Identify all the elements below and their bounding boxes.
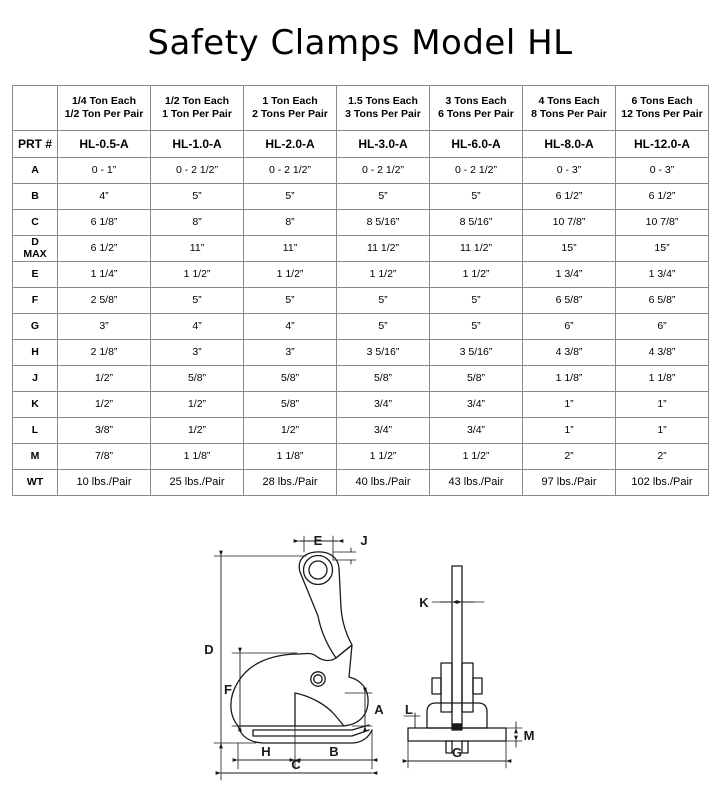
cell: 3 5/16” bbox=[430, 340, 523, 366]
cell: 10 7/8” bbox=[616, 210, 709, 236]
row-label-line1: WT bbox=[26, 475, 44, 488]
cell: 3” bbox=[58, 314, 151, 340]
cell: 0 - 2 1/2” bbox=[244, 158, 337, 184]
cell: 28 lbs./Pair bbox=[244, 470, 337, 496]
table-row bbox=[13, 262, 709, 288]
cell: 2” bbox=[523, 444, 616, 470]
table-row-part-number bbox=[13, 131, 709, 158]
table-row bbox=[13, 158, 709, 184]
cell: 40 lbs./Pair bbox=[337, 470, 430, 496]
cell: 43 lbs./Pair bbox=[430, 470, 523, 496]
callout-label-c: C bbox=[291, 757, 301, 772]
cell: 5” bbox=[430, 288, 523, 314]
capacity-header-6 bbox=[616, 86, 709, 131]
callout-label-j: J bbox=[360, 533, 368, 548]
cell: 15” bbox=[616, 236, 709, 262]
cell: 2 5/8” bbox=[58, 288, 151, 314]
row-label-line1: G bbox=[30, 319, 40, 332]
capacity-header-1 bbox=[151, 86, 244, 131]
cell: 1/2” bbox=[58, 392, 151, 418]
cell: 2 1/8” bbox=[58, 340, 151, 366]
cell: 10 lbs./Pair bbox=[58, 470, 151, 496]
cell: 25 lbs./Pair bbox=[151, 470, 244, 496]
capacity-pair-5: 8 Tons Per Pair bbox=[531, 108, 607, 121]
row-label-line2: MAX bbox=[23, 247, 47, 260]
row-label-line1: D bbox=[31, 236, 39, 249]
cell: 1/2” bbox=[244, 418, 337, 444]
cell: 4” bbox=[151, 314, 244, 340]
cell: 0 - 3” bbox=[616, 158, 709, 184]
capacity-pair-4: 6 Tons Per Pair bbox=[438, 108, 514, 121]
cell: 3/4” bbox=[337, 392, 430, 418]
capacity-pair-6: 12 Tons Per Pair bbox=[621, 108, 703, 121]
capacity-each-1: 1/2 Ton Each bbox=[165, 94, 229, 107]
row-label bbox=[13, 444, 58, 470]
cell: 10 7/8” bbox=[523, 210, 616, 236]
cell: 5/8” bbox=[151, 366, 244, 392]
cell: 0 - 2 1/2” bbox=[430, 158, 523, 184]
capacity-header-3 bbox=[337, 86, 430, 131]
table-header bbox=[13, 86, 709, 131]
cell: 8” bbox=[244, 210, 337, 236]
cell: 8 5/16” bbox=[430, 210, 523, 236]
cell: 7/8” bbox=[58, 444, 151, 470]
capacity-each-6: 6 Tons Each bbox=[631, 94, 693, 107]
cell: 3/4” bbox=[430, 392, 523, 418]
cell: 3/8” bbox=[58, 418, 151, 444]
page-title: Safety Clamps Model HL bbox=[147, 23, 573, 63]
cell: 5/8” bbox=[337, 366, 430, 392]
table-body bbox=[13, 131, 709, 496]
cell: 5” bbox=[430, 314, 523, 340]
table-corner-cell bbox=[13, 86, 58, 131]
row-label bbox=[13, 210, 58, 236]
cell: 15” bbox=[523, 236, 616, 262]
cell: 6” bbox=[616, 314, 709, 340]
cell: 5” bbox=[244, 288, 337, 314]
cell: 5/8” bbox=[244, 392, 337, 418]
row-label-line1: K bbox=[31, 397, 39, 410]
cell: 8 5/16” bbox=[337, 210, 430, 236]
callout-label-a: A bbox=[374, 702, 384, 717]
table-row bbox=[13, 236, 709, 262]
cell: 5” bbox=[151, 184, 244, 210]
cell: 1 1/2” bbox=[151, 262, 244, 288]
row-label bbox=[13, 366, 58, 392]
cell: 1/2” bbox=[58, 366, 151, 392]
row-label bbox=[13, 314, 58, 340]
cell: 1 1/8” bbox=[151, 444, 244, 470]
cell: 5” bbox=[430, 184, 523, 210]
cell: 6 1/2” bbox=[523, 184, 616, 210]
capacity-header-4 bbox=[430, 86, 523, 131]
callout-label-f: F bbox=[224, 682, 232, 697]
specifications-table bbox=[12, 85, 709, 496]
capacity-header-5 bbox=[523, 86, 616, 131]
row-label-prt: PRT # bbox=[13, 131, 58, 158]
capacity-each-2: 1 Ton Each bbox=[262, 94, 318, 107]
cell: 1 1/8” bbox=[616, 366, 709, 392]
row-label bbox=[13, 158, 58, 184]
cell: 11 1/2” bbox=[337, 236, 430, 262]
cell: 5” bbox=[337, 184, 430, 210]
row-label bbox=[13, 392, 58, 418]
cell: 1 1/2” bbox=[430, 444, 523, 470]
part-number-3: HL-3.0-A bbox=[337, 131, 430, 158]
callout-label-b: B bbox=[329, 744, 339, 759]
row-label bbox=[13, 288, 58, 314]
part-number-2: HL-2.0-A bbox=[244, 131, 337, 158]
capacity-each-4: 3 Tons Each bbox=[445, 94, 507, 107]
callout-label-k: K bbox=[419, 595, 429, 610]
callout-label-e: E bbox=[313, 533, 323, 548]
cell: 5/8” bbox=[430, 366, 523, 392]
part-number-6: HL-12.0-A bbox=[616, 131, 709, 158]
table-row-weight bbox=[13, 470, 709, 496]
row-label-line1: A bbox=[31, 163, 39, 176]
cell: 0 - 3” bbox=[523, 158, 616, 184]
capacity-pair-1: 1 Ton Per Pair bbox=[162, 108, 232, 121]
cell: 1” bbox=[523, 418, 616, 444]
cell: 0 - 2 1/2” bbox=[337, 158, 430, 184]
cell: 6 5/8” bbox=[523, 288, 616, 314]
row-label-line1: E bbox=[31, 267, 39, 280]
cell: 1 3/4” bbox=[616, 262, 709, 288]
callout-label-g: G bbox=[451, 745, 463, 760]
cell: 1/2” bbox=[151, 418, 244, 444]
cell: 5” bbox=[151, 288, 244, 314]
cell: 1 1/2” bbox=[337, 262, 430, 288]
cell: 11” bbox=[244, 236, 337, 262]
part-number-4: HL-6.0-A bbox=[430, 131, 523, 158]
capacity-header-0 bbox=[58, 86, 151, 131]
row-label-line1: M bbox=[30, 449, 40, 462]
row-label-line1: J bbox=[32, 371, 38, 384]
capacity-header-2 bbox=[244, 86, 337, 131]
technical-drawing bbox=[0, 512, 720, 792]
cell: 1” bbox=[523, 392, 616, 418]
table-row bbox=[13, 210, 709, 236]
cell: 8” bbox=[151, 210, 244, 236]
row-label-line1: C bbox=[31, 215, 39, 228]
cell: 1 1/4” bbox=[58, 262, 151, 288]
table-row bbox=[13, 366, 709, 392]
cell: 6 1/2” bbox=[58, 236, 151, 262]
cell: 4 3/8” bbox=[616, 340, 709, 366]
cell: 11 1/2” bbox=[430, 236, 523, 262]
cell: 2” bbox=[616, 444, 709, 470]
cell: 102 lbs./Pair bbox=[616, 470, 709, 496]
part-number-5: HL-8.0-A bbox=[523, 131, 616, 158]
cell: 6 5/8” bbox=[616, 288, 709, 314]
row-label-line1: L bbox=[31, 423, 39, 436]
capacity-each-5: 4 Tons Each bbox=[538, 94, 600, 107]
callout-label-h: H bbox=[261, 744, 271, 759]
cell: 4” bbox=[58, 184, 151, 210]
capacity-pair-0: 1/2 Ton Per Pair bbox=[64, 108, 144, 121]
cell: 3 5/16” bbox=[337, 340, 430, 366]
cell: 1 1/8” bbox=[523, 366, 616, 392]
cell: 6 1/2” bbox=[616, 184, 709, 210]
row-label bbox=[13, 340, 58, 366]
cell: 1 3/4” bbox=[523, 262, 616, 288]
table-row bbox=[13, 392, 709, 418]
callout-label-l: L bbox=[405, 702, 413, 717]
cell: 1 1/2” bbox=[430, 262, 523, 288]
table-row bbox=[13, 184, 709, 210]
row-label-line1: H bbox=[31, 345, 39, 358]
table-row bbox=[13, 340, 709, 366]
cell: 6” bbox=[523, 314, 616, 340]
capacity-pair-2: 2 Tons Per Pair bbox=[252, 108, 328, 121]
table-row bbox=[13, 288, 709, 314]
table-row bbox=[13, 418, 709, 444]
cell: 1 1/2” bbox=[337, 444, 430, 470]
cell: 1” bbox=[616, 392, 709, 418]
cell: 1 1/8” bbox=[244, 444, 337, 470]
cell: 5” bbox=[337, 314, 430, 340]
capacity-each-3: 1.5 Tons Each bbox=[348, 94, 418, 107]
part-number-0: HL-0.5-A bbox=[58, 131, 151, 158]
part-number-1: HL-1.0-A bbox=[151, 131, 244, 158]
cell: 1” bbox=[616, 418, 709, 444]
cell: 3/4” bbox=[337, 418, 430, 444]
table-row bbox=[13, 314, 709, 340]
cell: 5” bbox=[337, 288, 430, 314]
callout-label-d: D bbox=[204, 642, 214, 657]
row-label bbox=[13, 184, 58, 210]
cell: 5/8” bbox=[244, 366, 337, 392]
cell: 3” bbox=[151, 340, 244, 366]
cell: 1 1/2” bbox=[244, 262, 337, 288]
cell: 4 3/8” bbox=[523, 340, 616, 366]
table-row bbox=[13, 444, 709, 470]
callout-label-m: M bbox=[523, 728, 535, 743]
row-label bbox=[13, 418, 58, 444]
row-label-wt bbox=[13, 470, 58, 496]
cell: 11” bbox=[151, 236, 244, 262]
row-label-d-max bbox=[13, 236, 58, 262]
cell: 6 1/8” bbox=[58, 210, 151, 236]
cell: 0 - 2 1/2” bbox=[151, 158, 244, 184]
cell: 3/4” bbox=[430, 418, 523, 444]
cell: 97 lbs./Pair bbox=[523, 470, 616, 496]
capacity-header-row bbox=[13, 86, 709, 131]
capacity-pair-3: 3 Tons Per Pair bbox=[345, 108, 421, 121]
cell: 4” bbox=[244, 314, 337, 340]
cell: 5” bbox=[244, 184, 337, 210]
cell: 3” bbox=[244, 340, 337, 366]
spec-table-container bbox=[12, 85, 708, 496]
cell: 0 - 1” bbox=[58, 158, 151, 184]
row-label-line1: F bbox=[31, 293, 39, 306]
cell: 1/2” bbox=[151, 392, 244, 418]
capacity-each-0: 1/4 Ton Each bbox=[72, 94, 136, 107]
row-label-line1: B bbox=[31, 189, 39, 202]
row-label bbox=[13, 262, 58, 288]
